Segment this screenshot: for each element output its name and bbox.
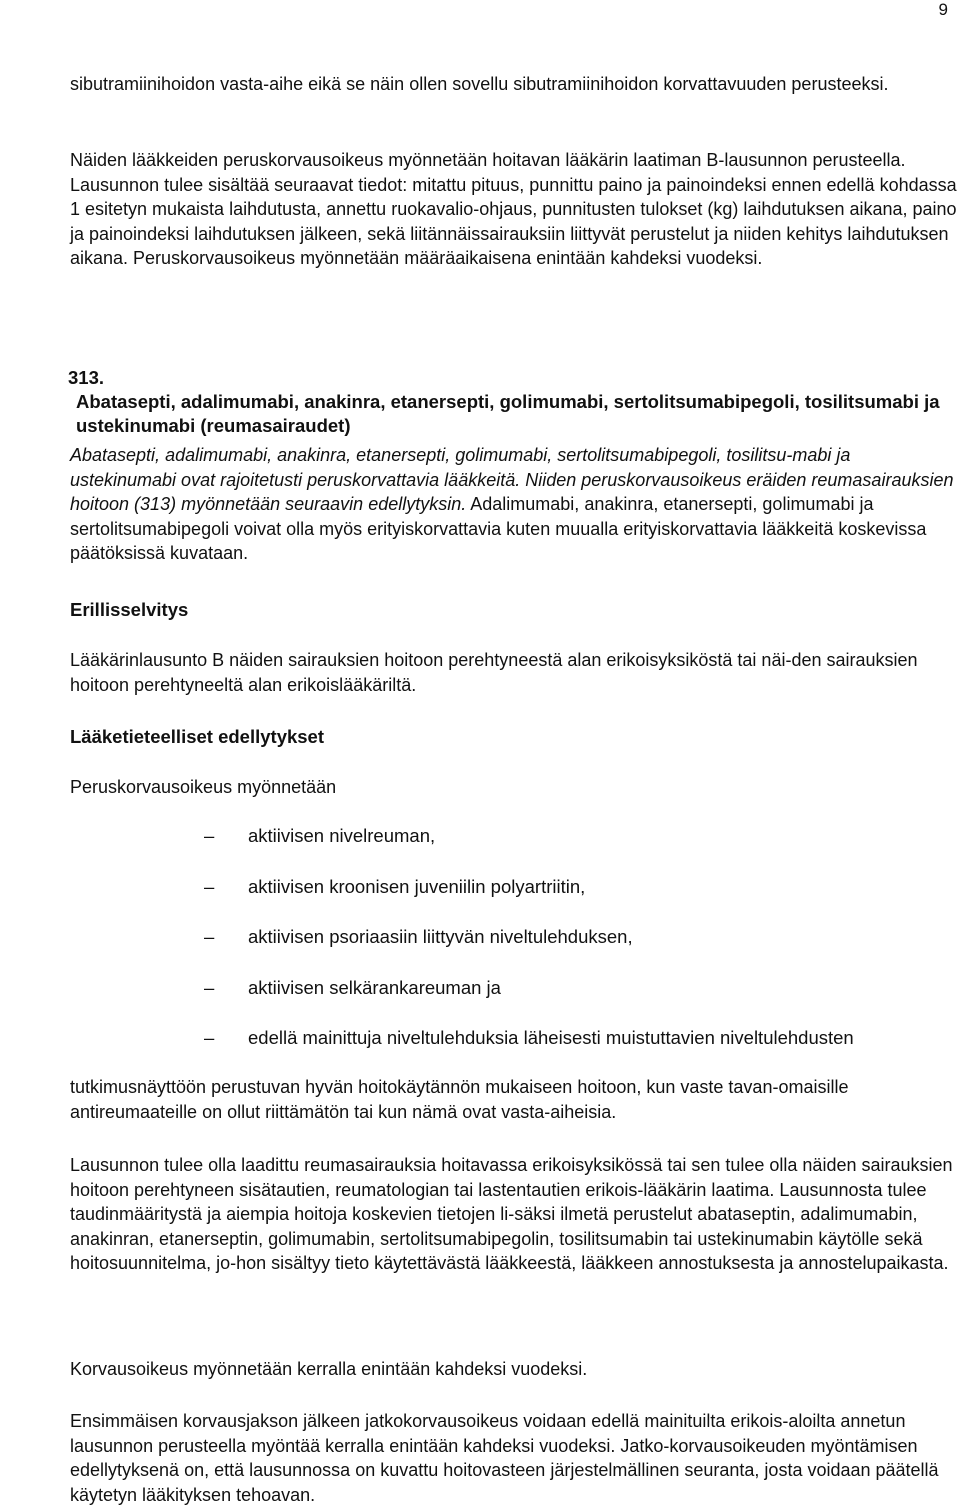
- erillisselvitys-heading: Erillisselvitys: [70, 599, 189, 620]
- laaketieteelliset-heading: Lääketieteelliset edellytykset: [70, 726, 325, 747]
- dash-bullet: –: [204, 976, 215, 998]
- page-number: 9: [938, 0, 948, 19]
- list-item-text: aktiivisen nivelreuman,: [248, 825, 436, 846]
- section-number: 313.: [68, 367, 105, 388]
- dash-bullet: –: [204, 825, 215, 846]
- section-intro-paragraph: [70, 443, 958, 566]
- section-title-text: Abatasepti, adalimumabi, anakinra, etanersepti, golimumabi, sertolitsumabipegoli, tosilitsumabi ja ustekinumabi (reumasairaudet): [76, 391, 940, 436]
- erillisselvitys-text: Lääkärinlausunto B näiden sairauksien hoitoon perehtyneestä alan erikoisyksiköstä tai näi-den sairauksien hoitoon perehtyneeltä alan erikoislääkäriltä.: [70, 650, 918, 695]
- laaketieteelliset-lead: Peruskorvausoikeus myönnetään: [70, 777, 337, 797]
- list-item: [70, 824, 958, 875]
- list-item-text: aktiivisen kroonisen juveniilin polyartriitin,: [248, 875, 586, 897]
- list-item-text: edellä mainittuja niveltulehduksia läheisesti muistuttavien niveltulehdusten: [248, 1027, 854, 1048]
- dash-bullet: –: [204, 875, 215, 897]
- lausunto-requirements-paragraph: Lausunnon tulee olla laadittu reumasairauksia hoitavassa erikoisyksikössä tai sen tulee olla näiden sairauksien hoitoon perehtyneen sisätautien, reumatologian tai lastentautien erikois-lääkärin laatima. Lausunnosta tulee taudinmääritystä ja aiempia hoitoja koskevien tietojen li-säksi ilmetä perustelut abataseptin, adalimumabin, anakinran, etanerseptin, golimumabin, sertolitsumabipegolin, tosilitsumabin tai ustekinumabin käytölle sekä hoitosuunnitelma, jo-hon sisältyy tieto käytettävästä lääkkeestä, lääkkeen annostuksesta ja annostelupaikasta.: [70, 1155, 953, 1274]
- list-item: [70, 1026, 958, 1077]
- list-item-text: aktiivisen selkärankareuman ja: [248, 976, 501, 998]
- list-item: [70, 925, 958, 976]
- korvausoikeus-duration-paragraph: Korvausoikeus myönnetään kerralla enintään kahdeksi vuodeksi.: [70, 1359, 588, 1379]
- dash-bullet: –: [204, 1027, 215, 1048]
- condition-list-continuation: tutkimusnäyttöön perustuvan hyvän hoitokäytännön mukaiseen hoitoon, kun vaste tavan-omaisille antireumaateille on ollut riittämätön tai kun nämä ovat vasta-aiheisia.: [70, 1077, 849, 1122]
- jatkokorvausoikeus-paragraph: Ensimmäisen korvausjakson jälkeen jatkokorvausoikeus voidaan edellä mainituilta erikois-aloilta annetun lausunnon perusteella myöntää kerralla enintään kahdeksi vuodeksi. Jatko-korvausoikeuden myöntämisen edellytyksenä on, että lausunnossa on kuvattu hoitovasteen järjestelmällinen seuranta, josta voidaan päätellä käytetyn lääkityksen tehoavan.: [70, 1411, 939, 1505]
- intro-italic-2: Niiden peruskorvausoikeus eräiden reumasairauksien hoitoon (313) myönnetään seuraavin edellytyksin.: [70, 469, 954, 515]
- list-item-text: aktiivisen psoriaasiin liittyvän niveltulehduksen,: [248, 926, 633, 947]
- list-item: [70, 976, 958, 1027]
- intro-normal: Adalimumabi, anakinra, etanersepti, golimumabi ja sertolitsumabipegoli voivat olla myös erityiskorvattavia kuten muualla erityiskorvattavia lääkkeitä koskevissa päätöksissä kuvataan.: [70, 494, 927, 564]
- paragraph-b-lausunto: Näiden lääkkeiden peruskorvausoikeus myönnetään hoitavan lääkärin laatiman B-lausunnon perusteella. Lausunnon tulee sisältää seuraavat tiedot: mitattu pituus, punnittu paino ja painoindeksi ennen edellä kohdassa 1 esitetyn mukaista laihdutusta, annettu ruokavalio-ohjaus, punnitusten tulokset (kg) laihdutuksen aikana, paino ja painoindeksi laihdutuksen jälkeen, sekä liitännäissairauksiin liittyvät perustelut ja niiden kehitys laihdutuksen aikana. Peruskorvausoikeus myönnetään määräaikaisena enintään kahdeksi vuodeksi.: [70, 150, 957, 269]
- section-title: [70, 366, 958, 438]
- intro-italic-1: Abatasepti, adalimumabi, anakinra, etanersepti, golimumabi, sertolitsumabipegoli, tosilitsu-mabi ja ustekinumabi ovat rajoitetusti peruskorvattavia lääkkeitä.: [70, 445, 851, 490]
- dash-bullet: –: [204, 926, 215, 947]
- paragraph-sibutramiini-continuation: sibutramiinihoidon vasta-aihe eikä se näin ollen sovellu sibutramiinihoidon korvattavuuden perusteeksi.: [70, 74, 889, 94]
- section-313-heading: [70, 366, 958, 438]
- condition-list: [70, 824, 958, 1077]
- list-item: [70, 875, 958, 926]
